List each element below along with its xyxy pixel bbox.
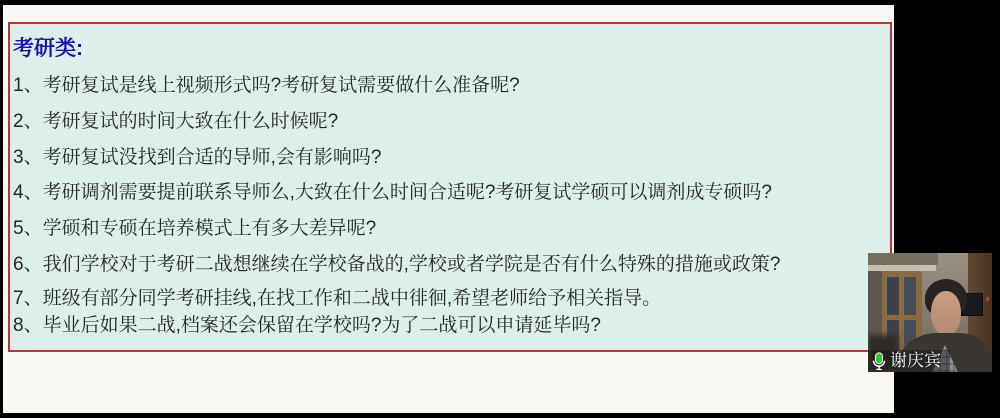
question-line: 4、考研调剂需要提前联系导师么,大致在什么时间合适呢?考研复试学硕可以调剂成专硕吗? <box>13 182 772 203</box>
question-line: 1、考研复试是线上视频形式吗?考研复试需要做什么准备呢? <box>13 75 520 96</box>
question-line: 7、班级有部分同学考研挂线,在找工作和二战中徘徊,希望老师给予相关指导。 <box>13 288 662 309</box>
webcam-red-led <box>986 297 989 301</box>
webcam-door-crossbar <box>887 315 916 320</box>
slide-title: 考研类: <box>13 37 83 60</box>
webcam-room-wall-top <box>868 253 938 265</box>
question-line: 5、学硕和专硕在培养模式上有多大差异呢? <box>13 218 377 239</box>
speaker-face <box>931 291 961 335</box>
question-line: 6、我们学校对于考研二战想继续在学校备战的,学校或者学院是否有什么特殊的措施或政策? <box>13 254 781 275</box>
question-box <box>8 22 892 352</box>
question-line: 2、考研复试的时间大致在什么时候呢? <box>13 111 339 132</box>
webcam-thumbnail[interactable] <box>868 253 992 372</box>
participant-name-bar <box>868 350 950 372</box>
presentation-slide <box>3 5 894 413</box>
question-line: 8、毕业后如果二战,档案还会保留在学校吗?为了二战可以申请延毕吗? <box>13 315 601 336</box>
question-line: 3、考研复试没找到合适的导师,会有影响吗? <box>13 147 382 168</box>
microphone-icon <box>871 352 887 371</box>
participant-name: 谢庆宾 <box>890 351 941 370</box>
